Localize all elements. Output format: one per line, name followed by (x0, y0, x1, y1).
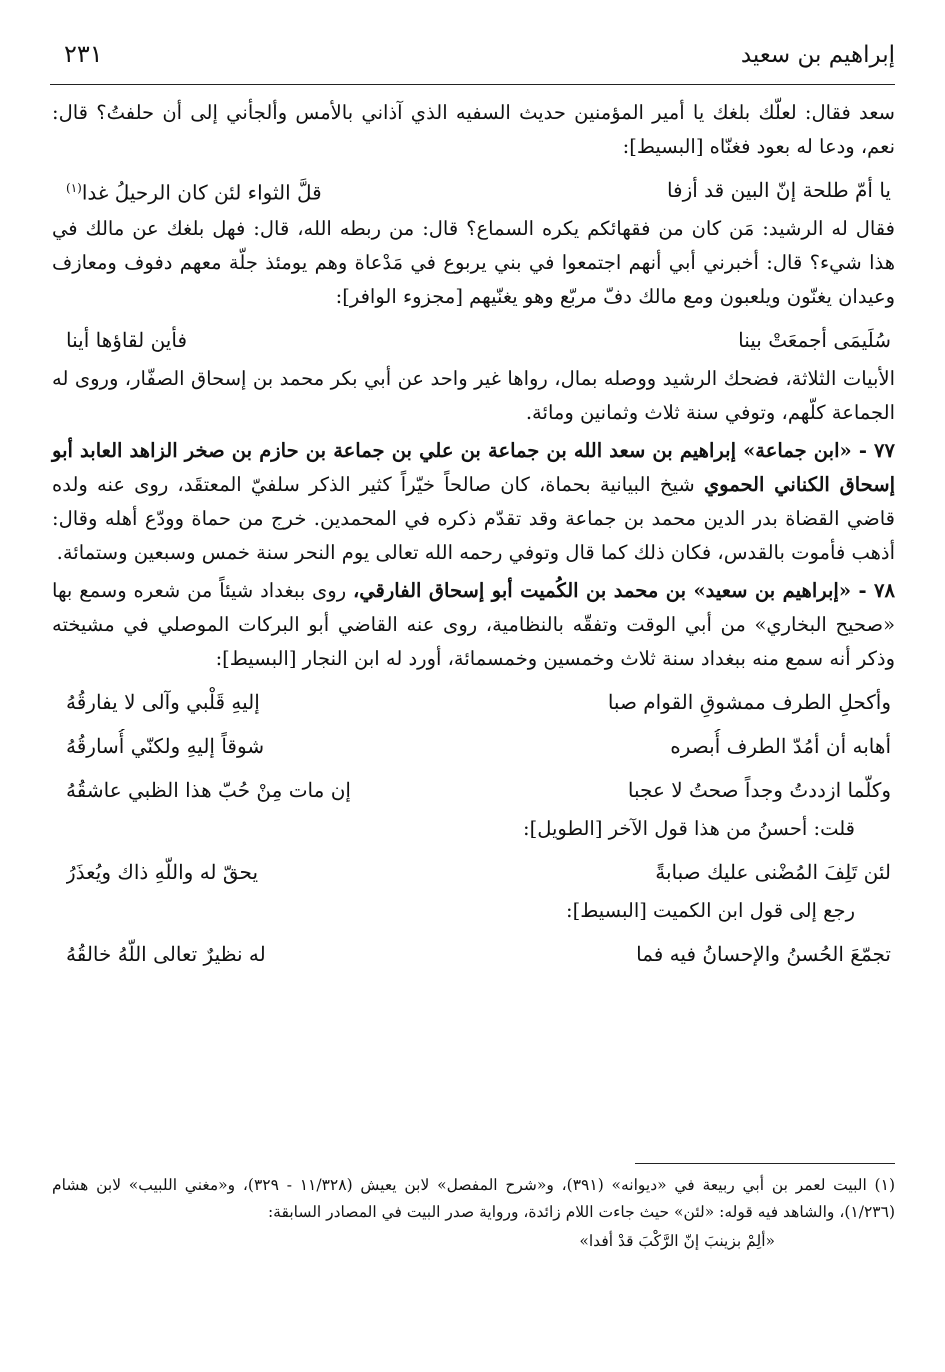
poem-1-verse-1 (52, 680, 895, 724)
verse-1-second-hemistich (66, 171, 462, 210)
footnotes (52, 1172, 895, 1255)
footnote-1: (١) البيت لعمر بن أبي ربيعة في «ديوانه» (٣٩١)، و«شرح المفصل» لابن يعيش (١١/٣٢٨ - ٣٢٩)، و«مغني اللبيب» لابن هشام (١/٢٣٦)، والشاهد فيه قوله: «لئن» حيث جاءت اللام زائدة، ورواية صدر البيت في المصادر السابقة: (52, 1176, 895, 1221)
verse-1-second-text: قلَّ الثواء لئن كان الرحيلُ غدا (81, 180, 322, 205)
entry-78 (52, 574, 895, 676)
poem-1-verse-3 (52, 768, 895, 812)
paragraph-2: فقال له الرشيد: مَن كان من فقهائكم يكره السماع؟ قال: من ربطه الله، قال: فهل بلغك عن مالك في هذا شيء؟ قال: أخبرني أبي أنهم اجتمعوا في بني يربوع في مَدْعاة وهم يومئذ جلّة معهم دفوف ومعازف وعيدان يغنّون ويلعبون ومع مالك دفّ مربّع وهو يغنّيهم [مجزوء الوافر]: (52, 217, 895, 308)
verse-4-second-hemistich: له نظيرٌ تعالى اللّهُ خالقُهُ (66, 942, 266, 966)
page-header (50, 34, 895, 85)
footnote-separator (635, 1163, 895, 1164)
paragraph-3: الأبيات الثلاثة، فضحك الرشيد ووصله بمال، رواها غير واحد عن أبي بكر محمد بن إسحاق الصفّار، وروى له الجماعة كلّهم، وتوفي سنة ثلاث وثمانين ومائة. (52, 367, 895, 424)
footnote-marker: (١) (66, 180, 82, 195)
poem-1-verse-2-second: شوقاً إليهِ ولكنّي أُسارقُهُ (66, 734, 265, 758)
entry-78-heading: ٧٨ - «إبراهيم بن سعيد» بن محمد بن الكُميت أبو إسحاق الفارقي، (353, 579, 895, 602)
page-number: ٢٣١ (64, 40, 103, 68)
entry-77-text: شيخ البيانية بحماة، كان صالحاً خيّراً كثير الذكر سلفيّ المعتقَد، روى عنه ولده قاضي القضاة بدر الدين محمد بن جماعة وقد تقدّم ذكره في المحمدين. خرج من حماة وودّع أهله وقال: أذهب فأموت بالقدس، فكان ذلك كما قال وتوفي رحمه الله تعالى يوم النحر سنة خمس وسبعين وستمائة. (52, 473, 895, 564)
entry-78-text: روى ببغداد شيئاً من شعره وسمع بها «صحيح البخاري» من أبي الوقت وتفقّه بالنظامية، روى عنه القاضي أبو البركات الموصلي في مشيخته وذكر أنه سمع منه ببغداد سنة ثلاث وخمسين وخمسمائة، أورد له ابن النجار [البسيط]: (52, 579, 895, 670)
verse-1-first-hemistich: يا أمّ طلحة إنّ البين قد أزفا (666, 178, 891, 202)
entry-77-heading: ٧٧ - «ابن جماعة» إبراهيم بن سعد الله بن جماعة بن علي بن جماعة بن حازم بن صخر الزاهد العابد أبو إسحاق الكناني الحموي (52, 439, 895, 496)
verse-3 (52, 850, 895, 894)
poem-1-verse-2 (52, 724, 895, 768)
verse-4-first-hemistich: تجمّعَ الحُسنُ والإحسانُ فيه فما (636, 942, 891, 966)
paragraph-1: سعد فقال: لعلّك بلغك يا أمير المؤمنين حديث السفيه الذي آذاني بالأمس وألجأني إلى أن حلفتُ؟ قال: نعم، ودعا له بعود فغنّاه [البسيط]: (52, 101, 895, 158)
paragraph-5: رجع إلى قول ابن الكميت [البسيط]: (566, 899, 855, 922)
footnote-1-quote: «ألِمْ بزينبَ إنّ الرَّكْبَ قدْ أفدا» (579, 1232, 775, 1250)
verse-3-first-hemistich: لئن تَلِفَ المُضْنى عليك صبابةً (655, 860, 891, 884)
poem-1-verse-3-second: إن مات مِنْ حُبّ هذا الظبي عاشقُهُ (66, 778, 351, 802)
verse-4 (52, 932, 895, 976)
verse-2 (52, 318, 895, 362)
entry-77 (52, 434, 895, 570)
paragraph-4: قلت: أحسنُ من هذا قول الآخر [الطويل]: (523, 817, 855, 840)
verse-1 (52, 168, 895, 212)
poem-1-verse-2-first: أهابه أن أمُدّ الطرف أُبصره (670, 734, 891, 758)
running-title: إبراهيم بن سعيد (740, 42, 895, 68)
verse-2-first-hemistich: سُلَيمَى أجمعَتْ بينا (738, 328, 891, 352)
verse-2-second-hemistich: فأين لقاؤها أينا (66, 328, 188, 352)
verse-3-second-hemistich: يحقّ له واللّهِ ذاك ويُعذَرُ (66, 860, 259, 884)
poem-1-verse-3-first: وكلّما ازددتُ وجداً صحتُ لا عجبا (627, 778, 891, 802)
poem-1-verse-1-first: وأكحلِ الطرف ممشوقِ القوام صبا (607, 690, 891, 714)
page-body (52, 96, 895, 976)
poem-1-verse-1-second: إليهِ قَلْبي وآلى لا يفارقُهُ (66, 690, 260, 714)
